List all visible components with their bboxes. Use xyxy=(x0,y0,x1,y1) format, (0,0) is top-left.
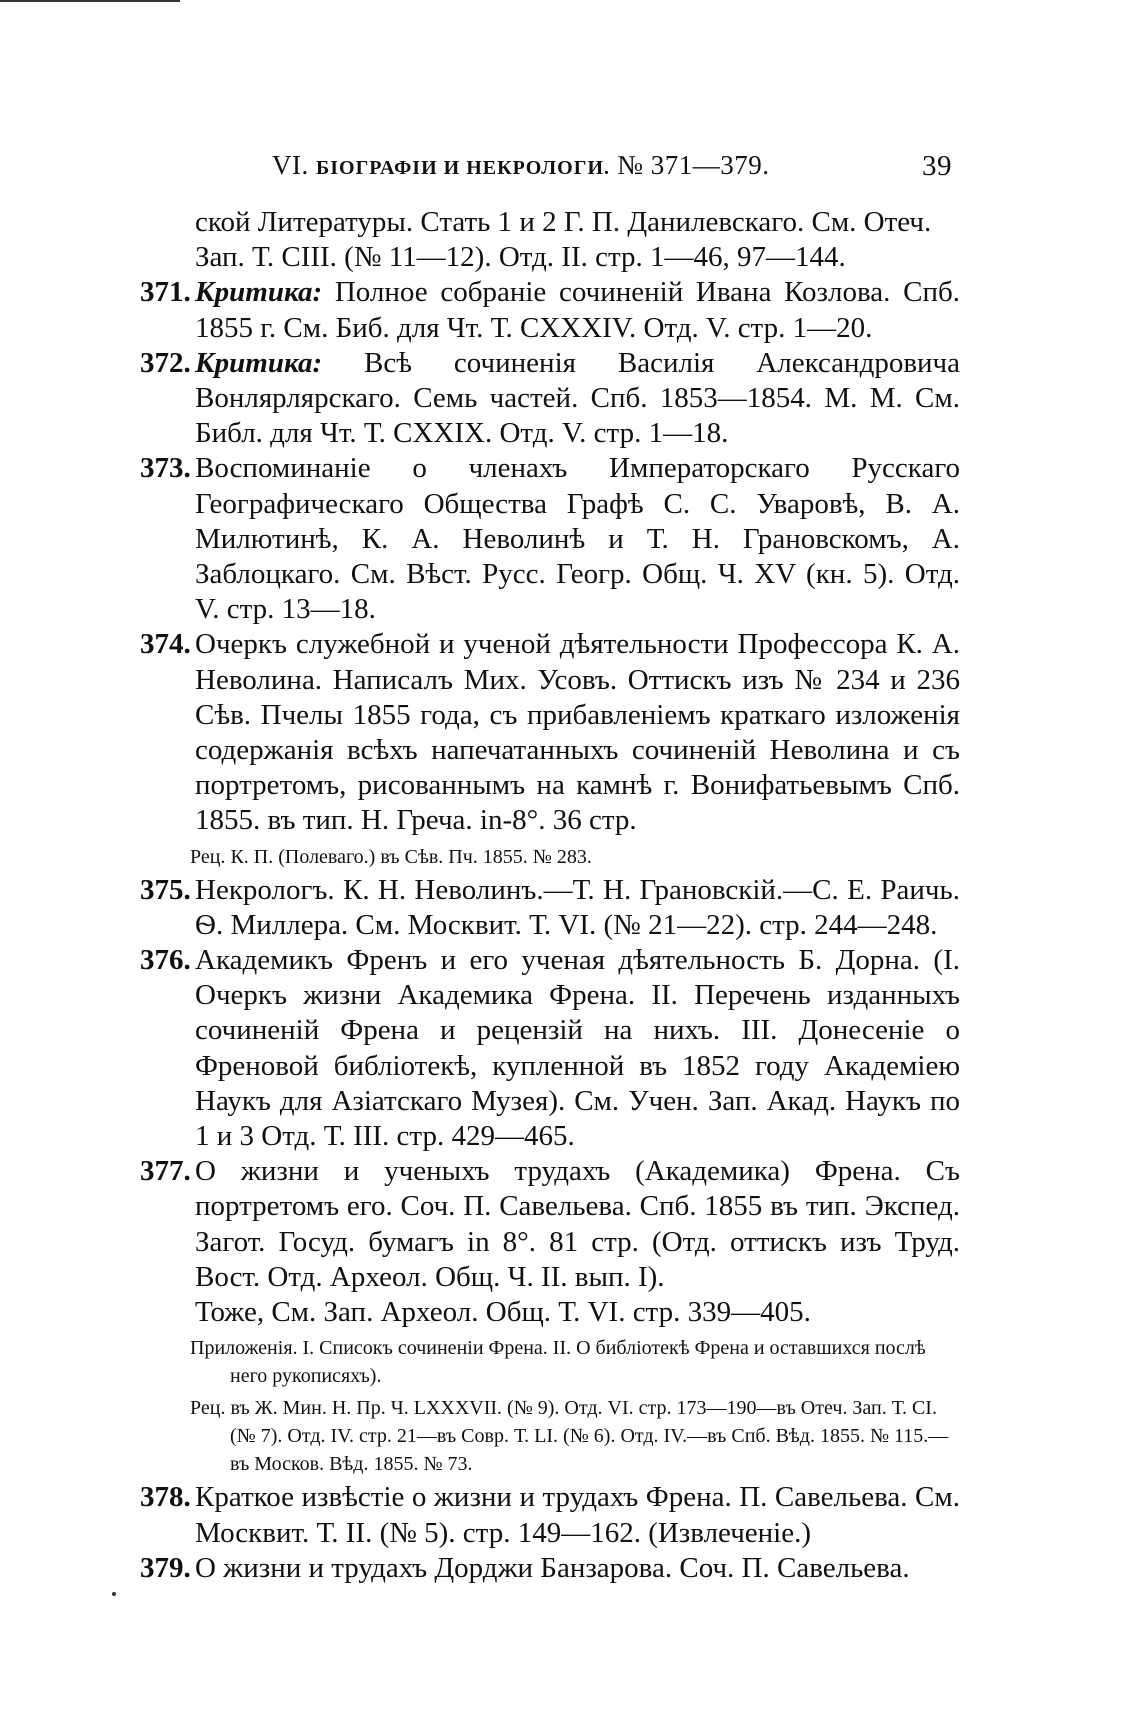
continuation-paragraph: ской Литературы. Стать 1 и 2 Г. П. Данилевскаго. См. Отеч. Зап. Т. CIII. (№ 11—12). Отд. II. стр. 1—46, 97—144. xyxy=(195,206,932,274)
entry-text: О жизни и ученыхъ трудахъ (Академика) Френа. Съ портретомъ его. Соч. П. Савельева. Спб. 1855 въ тип. Экспед. Загот. Госуд. бумагъ in 8°. 81 стр. (Отд. оттискъ изъ Труд. Вост. Отд. Археол. Общ. Ч. II. вып. I). xyxy=(195,1155,960,1293)
page-body xyxy=(140,205,960,1586)
entry-text: Краткое извѣстіе о жизни и трудахъ Френа. П. Савельева. См. Москвит. Т. II. (№ 5). стр. 149—162. (Извлеченіе.) xyxy=(195,1481,960,1549)
entry-375 xyxy=(140,873,960,943)
running-header xyxy=(272,150,952,190)
running-title-prefix: VI. xyxy=(272,150,309,180)
entry-body: Полное собраніе сочиненій Ивана Козлова. Спб. 1855 г. См. Биб. для Чт. Т. CXXXIV. Отд. V. стр. 1—20. xyxy=(195,276,960,344)
entry-number: 372. xyxy=(140,346,191,379)
entry-text: Очеркъ служебной и ученой дѣятельности Профессора К. А. Неволина. Написалъ Мих. Усовъ. Оттискъ изъ № 234 и 236 Сѣв. Пчелы 1855 года, съ прибавленіемъ краткаго изложенія содержанія всѣхъ напечатанныхъ сочиненій Неволина и съ портретомъ, рисованнымъ на камнѣ г. Вонифатьевымъ Спб. 1855. въ тип. Н. Греча. in-8°. 36 стр. xyxy=(195,628,960,837)
entry-text: О жизни и трудахъ Дорджи Банзарова. Соч. П. Савельева. xyxy=(195,1551,910,1584)
entry-379 xyxy=(140,1551,960,1586)
running-title xyxy=(272,150,770,181)
entry-378 xyxy=(140,1480,960,1550)
ink-speck xyxy=(112,1592,116,1596)
entry-374 xyxy=(140,627,960,838)
entry-373 xyxy=(140,451,960,627)
entry-number: 371. xyxy=(140,276,191,309)
entry-number: 379. xyxy=(140,1551,191,1584)
appendix-note-377: Приложенія. I. Списокъ сочиненіи Френа. II. О библіотекѣ Френа и оставшихся послѣ него рукописяхъ). xyxy=(190,1337,926,1388)
running-title-caps: БІОГРАФІИ И НЕКРОЛОГИ. xyxy=(316,157,611,179)
entry-number: 377. xyxy=(140,1155,191,1188)
entry-number: 373. xyxy=(140,452,191,485)
entry-number: 376. xyxy=(140,944,191,977)
entry-number: 378. xyxy=(140,1481,191,1514)
also-note-377: Тоже, См. Зап. Археол. Общ. Т. VI. стр. 339—405. xyxy=(195,1296,811,1329)
review-note-374: Рец. К. П. (Полеваго.) въ Сѣв. Пч. 1855. № 283. xyxy=(190,845,592,868)
entry-text: Академикъ Френъ и его ученая дѣятельность Б. Дорна. (I. Очеркъ жизни Академика Френа. II. Перечень изданныхъ сочиненій Френа и рецензій на нихъ. III. Донесеніе о Френовой библіотекѣ, купленной въ 1852 году Академіею Наукъ для Азіатскаго Музея). См. Учен. Зап. Акад. Наукъ по 1 и 3 Отд. Т. III. стр. 429—465. xyxy=(195,944,960,1153)
page-number: 39 xyxy=(922,150,952,182)
entry-376 xyxy=(140,943,960,1154)
entry-number: 375. xyxy=(140,873,191,906)
entry-372 xyxy=(140,346,960,452)
entry-text: Некрологъ. К. Н. Неволинъ.—Т. Н. Грановскій.—С. Е. Раичь. Ѳ. Миллера. См. Москвит. Т. VI. (№ 21—22). стр. 244—248. xyxy=(195,873,960,941)
entry-lead: Критика: xyxy=(195,346,323,379)
entry-number: 374. xyxy=(140,628,191,661)
entry-371 xyxy=(140,275,960,345)
entry-377 xyxy=(140,1154,960,1295)
entry-lead: Критика: xyxy=(195,276,323,309)
top-rule xyxy=(0,0,180,2)
entry-text xyxy=(195,275,960,345)
entry-text xyxy=(195,346,960,452)
entry-text: Воспоминаніе о членахъ Императорскаго Русскаго Географическаго Общества Графѣ С. С. Уваровѣ, В. А. Милютинѣ, К. А. Неволинѣ и Т. Н. Грановскомъ, А. Заблоцкаго. См. Вѣст. Русс. Геогр. Общ. Ч. XV (кн. 5). Отд. V. стр. 13—18. xyxy=(195,452,960,626)
running-title-range: № 371—379. xyxy=(617,150,770,180)
entry-body: Всѣ сочиненія Василія Александровича Вонлярлярскаго. Семь частей. Спб. 1853—1854. М. М. См. Библ. для Чт. Т. CXXIX. Отд. V. стр. 1—18. xyxy=(195,346,960,450)
review-note-377: Рец. въ Ж. Мин. Н. Пр. Ч. LXXXVII. (№ 9). Отд. VI. стр. 173—190—въ Отеч. Зап. Т. CI. (№ 7). Отд. IV. стр. 21—въ Совр. Т. LI. (№ 6). Отд. IV.—въ Спб. Вѣд. 1855. № 115.—въ Москов. Вѣд. 1855. № 73. xyxy=(190,1397,949,1476)
